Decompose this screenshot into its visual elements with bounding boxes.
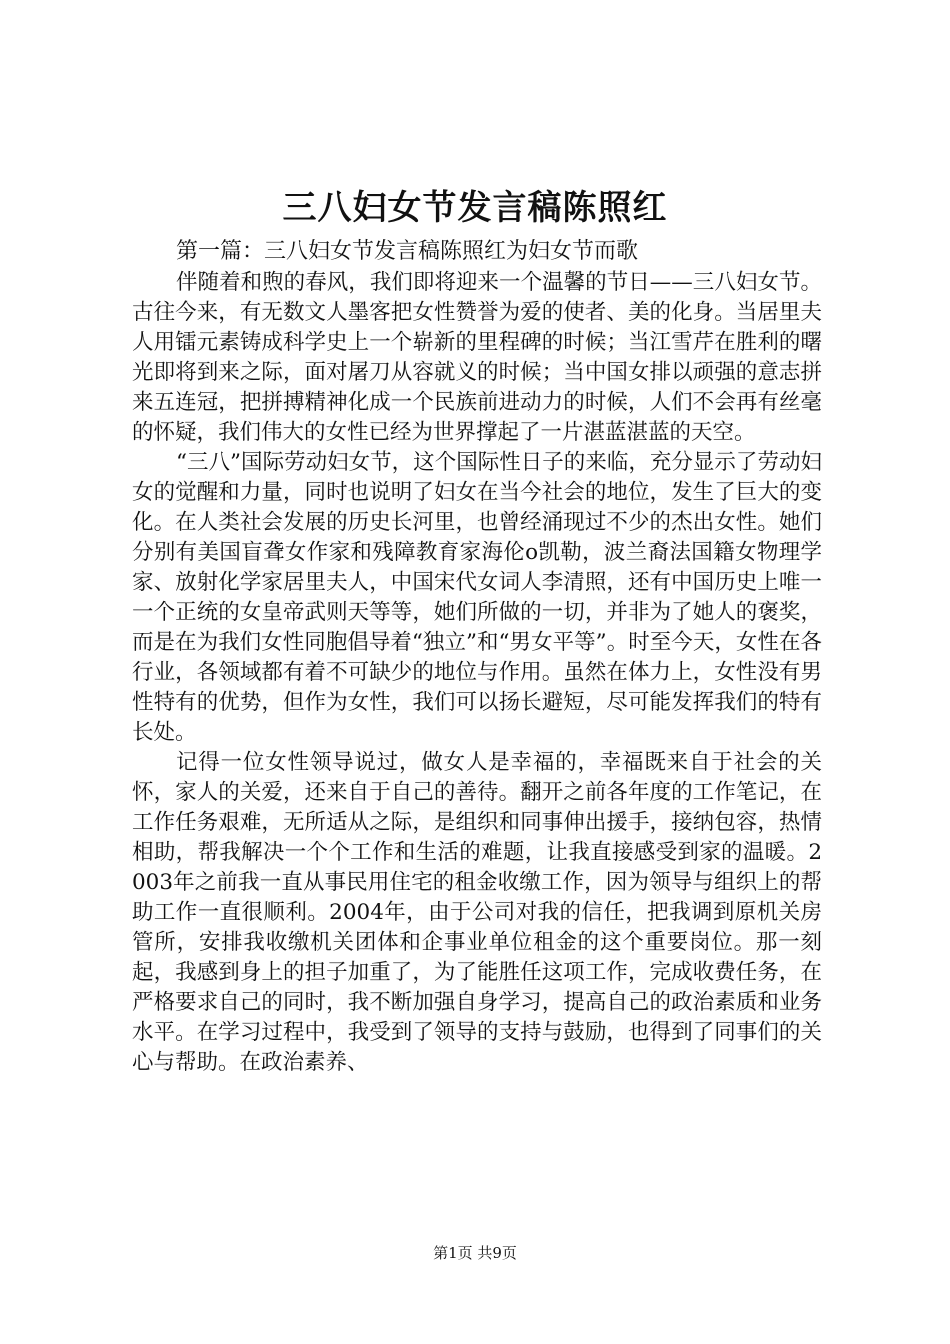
- page-footer: 第1页 共9页: [433, 1244, 517, 1262]
- body-paragraph: “三八”国际劳动妇女节，这个国际性日子的来临，充分显示了劳动妇女的觉醒和力量，同时也说明了妇女在当今社会的地位，发生了巨大的变化。在人类社会发展的历史长河里，也曾经涌现过不少的杰出女性。她们分别有美国盲聋女作家和残障教育家海伦o凯勒，波兰裔法国籍女物理学家、放射化学家居里夫人，中国宋代女词人李清照，还有中国历史上唯一一个正统的女皇帝武则天等等，她们所做的一切，并非为了她人的褒奖，而是在为我们女性同胞倡导着“独立”和“男女平等”。时至今天，女性在各行业，各领域都有着不可缺少的地位与作用。虽然在体力上，女性没有男性特有的优势，但作为女性，我们可以扬长避短，尽可能发挥我们的特有长处。: [132, 450, 822, 745]
- body-paragraph: 记得一位女性领导说过，做女人是幸福的，幸福既来自于社会的关怀，家人的关爱，还来自于自己的善待。翻开之前各年度的工作笔记，在工作任务艰难，无所适从之际，是组织和同事伸出援手，接纳包容，热情相助，帮我解决一个个工作和生活的难题，让我直接感受到家的温暖。2003年之前我一直从事民用住宅的租金收缴工作，因为领导与组织上的帮助工作一直很顺利。2004年，由于公司对我的信任，把我调到原机关房管所，安排我收缴机关团体和企事业单位租金的这个重要岗位。那一刻起，我感到身上的担子加重了，为了能胜任这项工作，完成收费任务，在严格要求自己的同时，我不断加强自身学习，提高自己的政治素质和业务水平。在学习过程中，我受到了领导的支持与鼓励，也得到了同事们的关心与帮助。在政治素养、: [132, 750, 822, 1075]
- document-body: [132, 268, 822, 1078]
- body-paragraph: 伴随着和煦的春风，我们即将迎来一个温馨的节日——三八妇女节。古往今来，有无数文人墨客把女性赞誉为爱的使者、美的化身。当居里夫人用镭元素铸成科学史上一个崭新的里程碑的时候；当江雪芹在胜利的曙光即将到来之际，面对屠刀从容就义的时候；当中国女排以顽强的意志拼来五连冠，把拼搏精神化成一个民族前进动力的时候，人们不会再有丝毫的怀疑，我们伟大的女性已经为世界撑起了一片湛蓝湛蓝的天空。: [132, 270, 822, 445]
- section-heading: 第一篇：三八妇女节发言稿陈照红为妇女节而歌: [176, 239, 639, 264]
- document-title: 三八妇女节发言稿陈照红: [282, 188, 668, 228]
